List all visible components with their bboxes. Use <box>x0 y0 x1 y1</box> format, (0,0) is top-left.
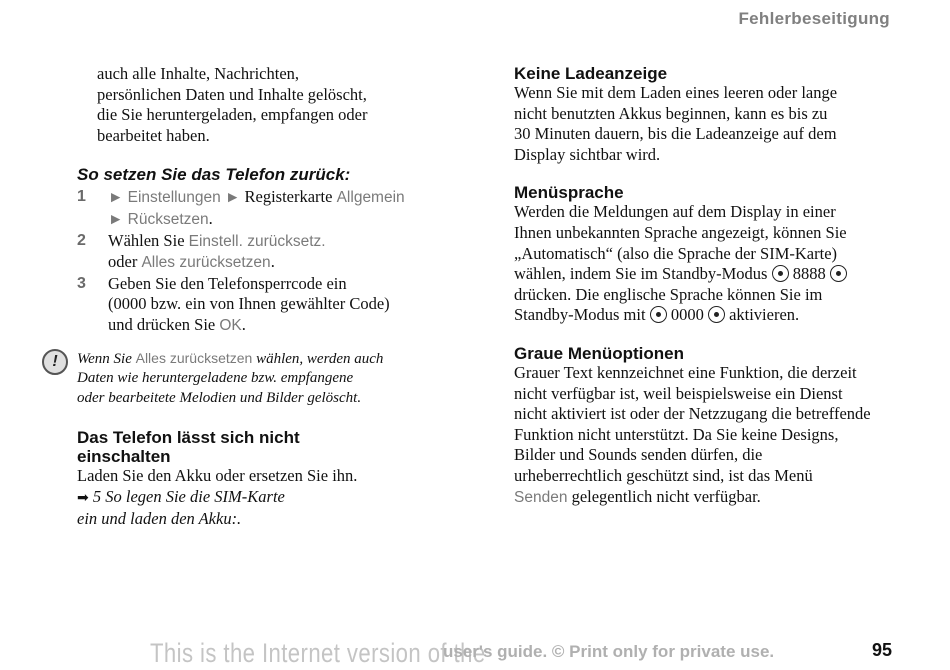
intro-line: auch alle Inhalte, Nachrichten, <box>97 64 300 83</box>
language-text: aktivieren. <box>724 305 800 325</box>
step-text: oder <box>108 252 142 272</box>
note-text: oder bearbeitete Melodien und Bilder gelöscht. <box>77 389 362 406</box>
footer-note: user's guide. © Print only for private use. <box>443 642 775 661</box>
step-number: 3 <box>77 274 86 292</box>
navigation-key-icon <box>650 306 667 323</box>
step-text: Wählen Sie <box>108 230 189 250</box>
footer-watermark: This is the Internet version of the <box>150 638 486 668</box>
language-text: wählen, indem Sie im Standby-Modus <box>514 264 772 284</box>
step-text: Registerkarte <box>240 187 337 207</box>
reset-heading: So setzen Sie das Telefon zurück: <box>77 165 351 185</box>
menu-tab: Allgemein <box>336 189 405 207</box>
menu-item: Einstell. zurücksetz. <box>188 232 326 250</box>
charge-line: Display sichtbar wird. <box>514 144 661 164</box>
gray-line: urheberrechtlich geschützt sind, ist das Menü <box>514 465 813 485</box>
menu-path: ► Einstellungen ► <box>108 189 241 207</box>
header-title: Fehlerbeseitigung <box>738 9 890 28</box>
step-text: und drücken Sie <box>108 314 220 334</box>
no-power-heading: Das Telefon lässt sich nicht <box>77 428 300 448</box>
gray-options-heading: Graue Menüoptionen <box>514 343 684 363</box>
language-line: Ihnen unbekannten Sprache angezeigt, können Sie <box>514 222 847 242</box>
gray-line: Grauer Text kennzeichnet eine Funktion, die derzeit <box>514 362 857 382</box>
xref-text: 5 So legen Sie die SIM-Karte <box>88 486 285 506</box>
step-text: Geben Sie den Telefonsperrcode ein <box>108 273 347 293</box>
exclamation-icon: ! <box>42 349 68 375</box>
step-text: (0000 bzw. ein von Ihnen gewählter Code) <box>108 294 390 314</box>
step-number: 1 <box>77 188 86 206</box>
language-text: 0000 <box>666 305 708 325</box>
step-number: 2 <box>77 231 86 249</box>
step-2 <box>77 231 437 274</box>
menu-item: Alles zurücksetzen <box>135 349 253 366</box>
step-text: . <box>270 252 275 272</box>
charge-line: Wenn Sie mit dem Laden eines leeren oder lange <box>514 83 838 102</box>
step-text: . <box>241 314 246 334</box>
page-number: 95 <box>871 640 892 660</box>
step-3 <box>77 274 437 337</box>
language-text: 8888 <box>788 264 830 284</box>
menu-item: Alles zurücksetzen <box>141 254 271 272</box>
arrow-right-icon: ➡ <box>77 489 89 506</box>
language-heading: Menüsprache <box>514 183 624 203</box>
gray-line: Funktion nicht unterstützt. Da Sie keine Designs, <box>514 424 839 444</box>
warning-note <box>52 349 437 409</box>
no-power-heading: einschalten <box>77 447 171 467</box>
step-1 <box>77 187 437 230</box>
gray-text: gelegentlich nicht verfügbar. <box>567 486 761 506</box>
language-line <box>514 305 894 326</box>
navigation-key-icon <box>708 306 725 323</box>
menu-item: ► Rücksetzen <box>108 210 209 228</box>
language-line: drücken. Die englische Sprache können Sie im <box>514 284 823 304</box>
charge-heading: Keine Ladeanzeige <box>514 64 668 83</box>
right-column <box>514 64 894 508</box>
menu-item: OK <box>219 316 242 334</box>
note-text: Wenn Sie <box>77 350 136 367</box>
step-text: . <box>208 208 213 228</box>
intro-line: die Sie heruntergeladen, empfangen oder <box>97 105 368 125</box>
language-text: Standby-Modus mit <box>514 305 650 325</box>
gray-line: nicht verfügbar ist, weil beispielsweise ein Dienst <box>514 383 843 403</box>
navigation-key-icon <box>772 265 789 282</box>
cross-reference <box>77 487 437 509</box>
gray-line: nicht aktiviert ist oder der Netzzugang die betreffende <box>514 404 871 424</box>
gray-line: Bilder und Sounds senden dürfen, die <box>514 445 763 465</box>
charge-line: nicht benutzten Akkus beginnen, kann es bis zu <box>514 103 828 123</box>
language-line <box>514 264 894 285</box>
note-text: wählen, werden auch <box>252 350 384 367</box>
note-text: Daten wie heruntergeladene bzw. empfangene <box>77 370 354 387</box>
left-column <box>52 64 437 529</box>
gray-line <box>514 487 894 509</box>
intro-paragraph <box>77 64 437 146</box>
reset-steps <box>77 187 437 336</box>
navigation-key-icon <box>830 265 847 282</box>
intro-line: bearbeitet haben. <box>97 125 210 145</box>
xref-text: ein und laden den Akku:. <box>77 508 242 528</box>
charge-line: 30 Minuten dauern, bis die Ladeanzeige auf dem <box>514 124 837 144</box>
language-line: Werden die Meldungen auf dem Display in einer <box>514 202 836 222</box>
intro-line: persönlichen Daten und Inhalte gelöscht, <box>97 84 367 104</box>
no-power-text: Laden Sie den Akku oder ersetzen Sie ihn. <box>77 466 358 486</box>
no-power-section <box>77 428 437 529</box>
menu-item: Senden <box>514 488 568 506</box>
language-line: „Automatisch“ (also die Sprache der SIM-Karte) <box>514 243 838 263</box>
